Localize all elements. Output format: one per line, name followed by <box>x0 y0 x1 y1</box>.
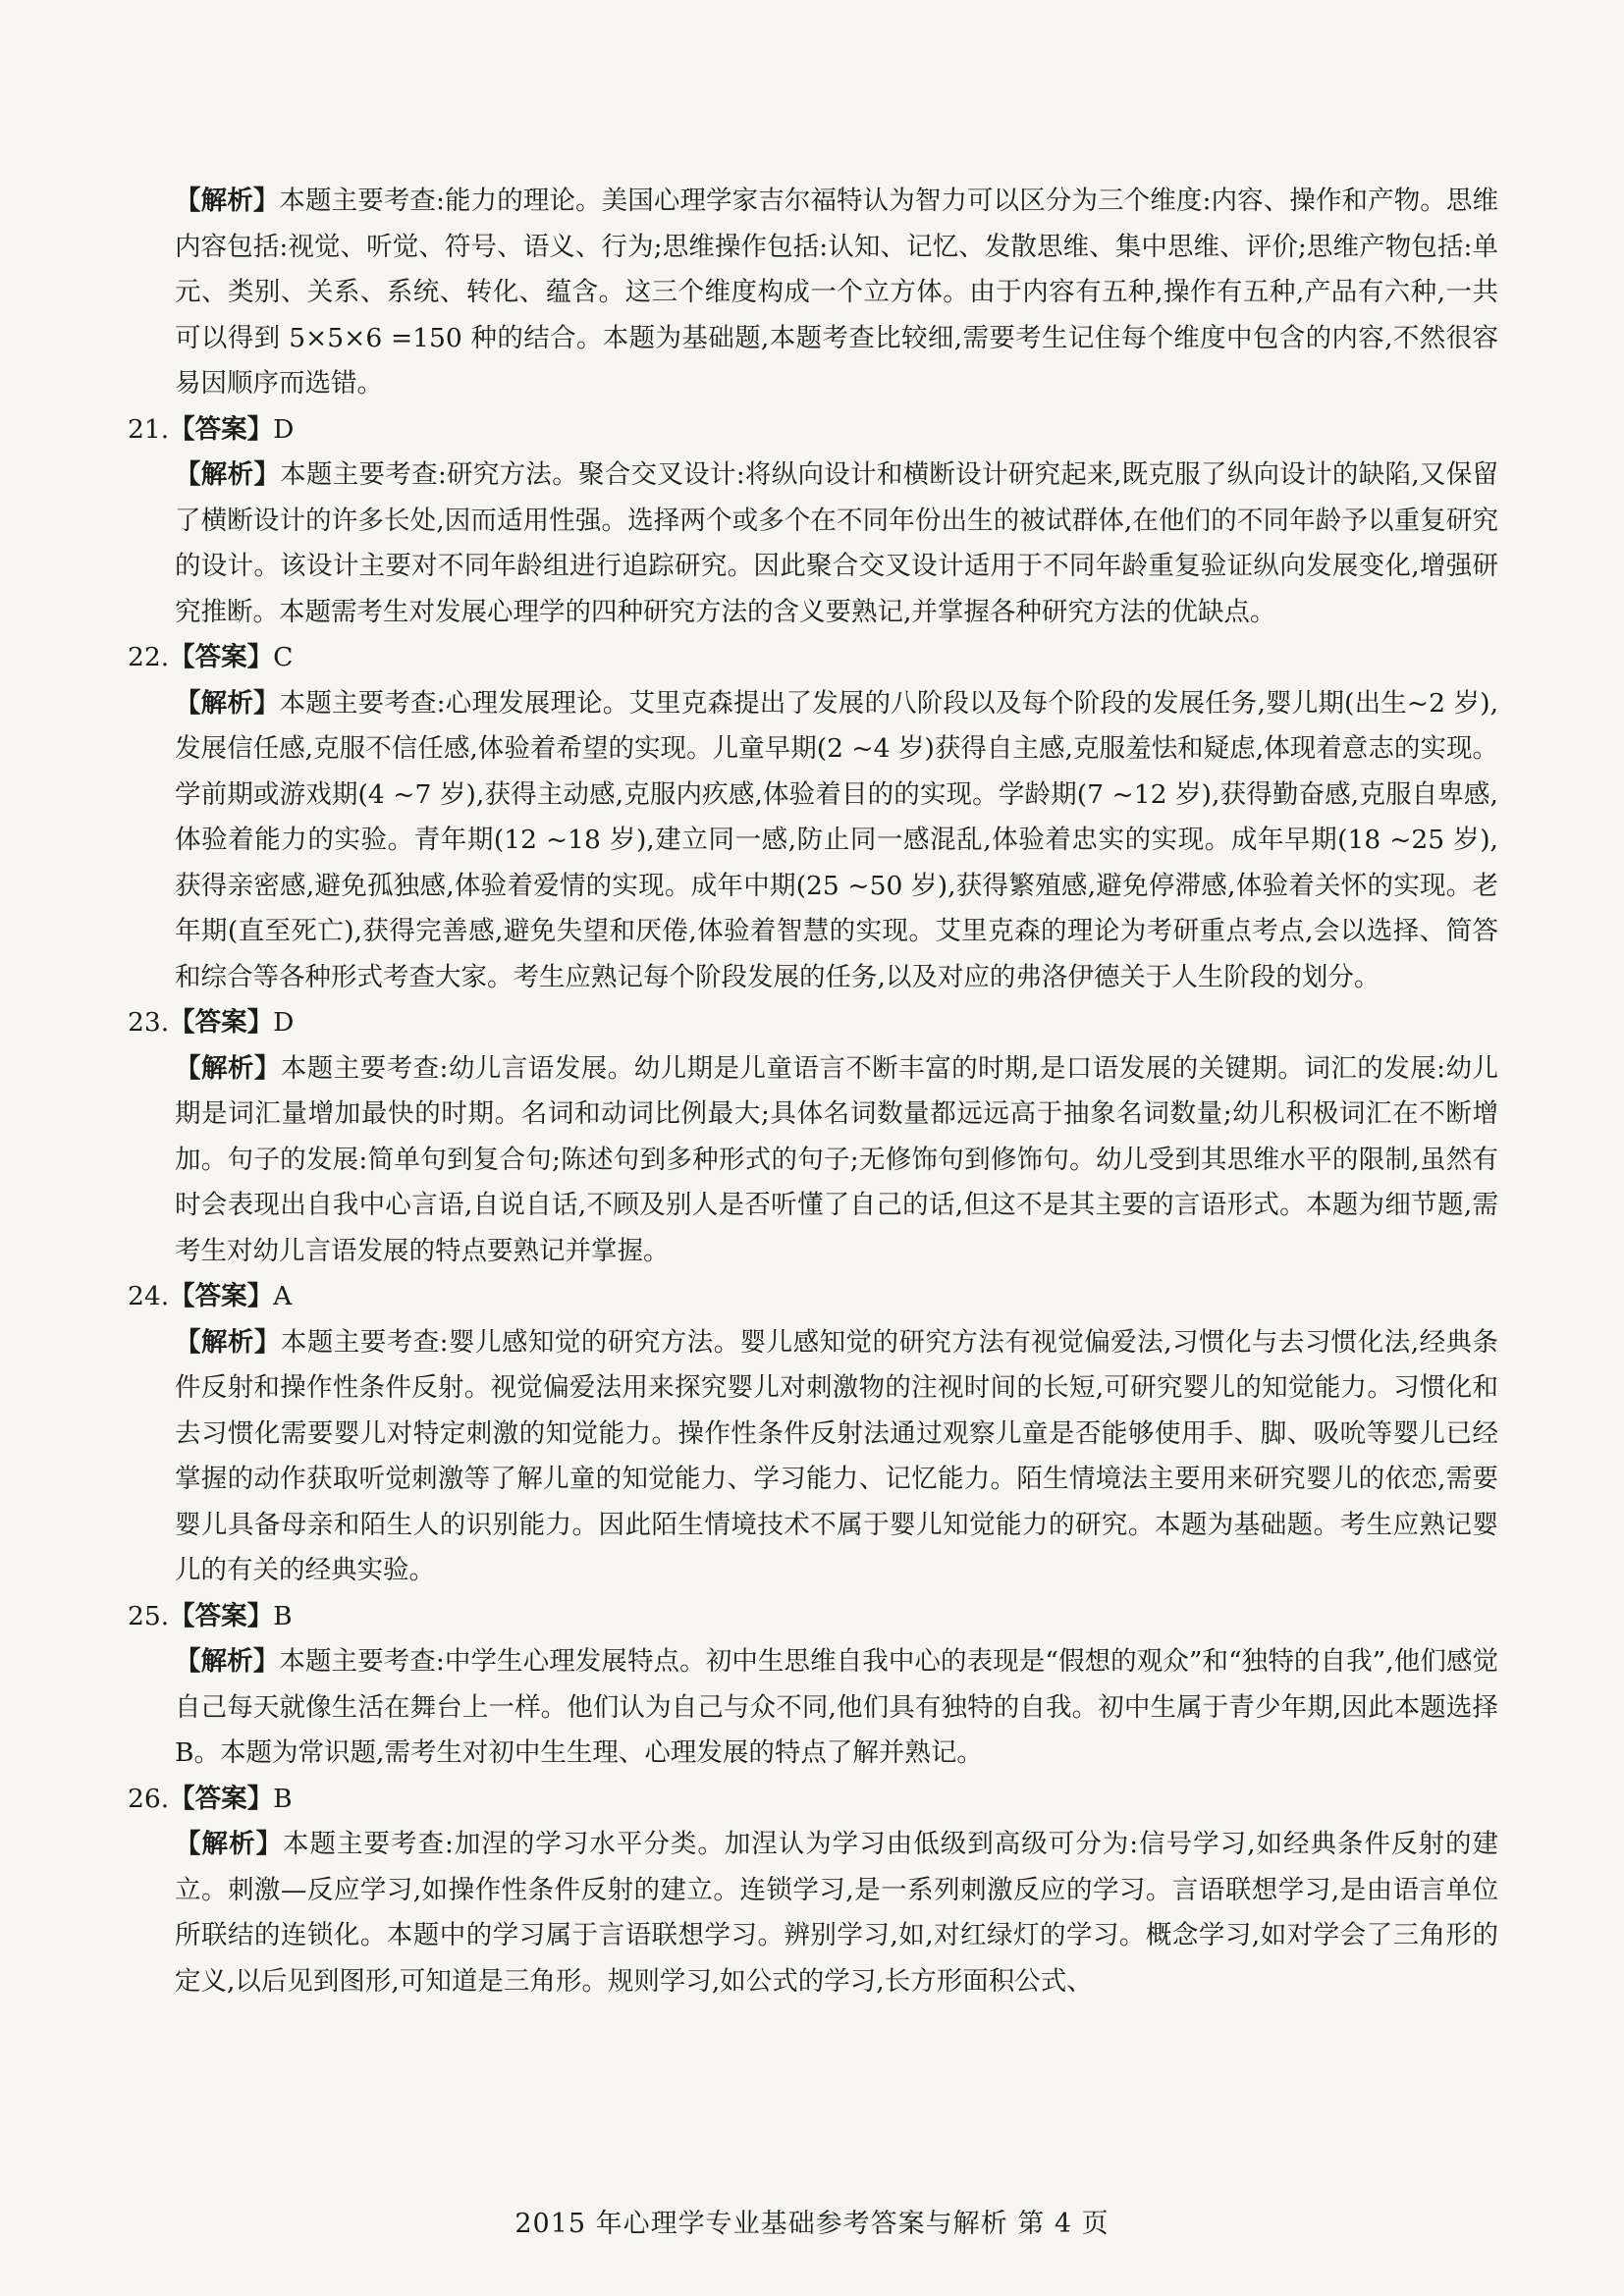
answer-value: C <box>273 642 294 672</box>
analysis-paragraph <box>175 453 1498 635</box>
analysis-text: 本题主要考查:加涅的学习水平分类。加涅认为学习由低级到高级可分为:信号学习,如经典条件反射的建立。刺激—反应学习,如操作性条件反射的建立。连锁学习,是一系列刺激反应的学习。言语联想学习,是由语言单位所联结的连锁化。本题中的学习属于言语联想学习。辨别学习,如,对红绿灯的学习。概念学习,如对学会了三角形的定义,以后见到图形,可知道是三角形。规则学习,如公式的学习,长方形面积公式、 <box>175 1829 1499 1997</box>
analysis-label: 【解析】 <box>175 186 280 216</box>
analysis-paragraph <box>175 681 1498 1001</box>
analysis-text: 本题主要考查:幼儿言语发展。幼儿期是儿童语言不断丰富的时期,是口语发展的关键期。词汇的发展:幼儿期是词汇量增加最快的时期。名词和动词比例最大;具体名词数量都远远高于抽象名词数量;幼儿积极词汇在不断增加。句子的发展:简单句到复合句;陈述句到多种形式的句子;无修饰句到修饰句。幼儿受到其思维水平的限制,虽然有时会表现出自我中心言语,自说自话,不顾及别人是否听懂了自己的话,但这不是其主要的言语形式。本题为细节题,需考生对幼儿言语发展的特点要熟记并掌握。 <box>175 1052 1499 1266</box>
answer-label: 【答案】 <box>169 1600 274 1631</box>
answer-value: B <box>273 1783 293 1814</box>
answer-value: B <box>273 1600 293 1631</box>
analysis-label: 【解析】 <box>175 1052 281 1084</box>
analysis-label: 【解析】 <box>175 1646 280 1677</box>
analysis-paragraph <box>175 1822 1498 2004</box>
analysis-text: 本题主要考查:心理发展理论。艾里克森提出了发展的八阶段以及每个阶段的发展任务,婴儿期(出生~2 岁),发展信任感,克服不信任感,体验着希望的实现。儿童早期(2 ~4 岁)获得自主感,克服羞怯和疑虑,体现着意志的实现。学前期或游戏期(4 ~7 岁),获得主动感,克服内疚感,体验着目的的实现。学龄期(7 ~12 岁),获得勤奋感,克服自卑感,体验着能力的实验。青年期(12 ~18 岁),建立同一感,防止同一感混乱,体验着忠实的实现。成年早期(18 ~25 岁),获得亲密感,避免孤独感,体验着爱情的实现。成年中期(25 ~50 岁),获得繁殖感,避免停滞感,体验着关怀的实现。老年期(直至死亡),获得完善感,避免失望和厌倦,体验着智慧的实现。艾里克森的理论为考研重点考点,会以选择、简答和综合等各种形式考查大家。考生应熟记每个阶段发展的任务,以及对应的弗洛伊德关于人生阶段的划分。 <box>175 687 1498 992</box>
answer-line <box>128 1000 1498 1046</box>
answer-value: D <box>273 413 295 445</box>
answer-line <box>128 635 1498 681</box>
question-number: 25. <box>128 1600 170 1631</box>
analysis-text: 本题主要考查:中学生心理发展特点。初中生思维自我中心的表现是“假想的观众”和“独特的自我”,他们感觉自己每天就像生活在舞台上一样。他们认为自己与众不同,他们具有独特的自我。初中生属于青少年期,因此本题选择 B。本题为常识题,需考生对初中生生理、心理发展的特点了解并熟记。 <box>175 1646 1498 1768</box>
answer-value: D <box>273 1007 295 1038</box>
answer-label: 【答案】 <box>169 642 274 672</box>
question-number: 26. <box>128 1783 170 1814</box>
analysis-paragraph <box>175 1046 1498 1275</box>
answer-label: 【答案】 <box>169 1783 274 1814</box>
answer-list <box>128 407 1499 2005</box>
answer-line <box>128 1777 1498 1823</box>
question-number: 22. <box>128 642 170 672</box>
analysis-label: 【解析】 <box>175 1829 283 1859</box>
answer-label: 【答案】 <box>169 413 274 445</box>
analysis-label: 【解析】 <box>175 1326 281 1358</box>
answer-label: 【答案】 <box>169 1281 274 1311</box>
question-number: 23. <box>128 1007 170 1038</box>
question-number: 21. <box>128 413 170 445</box>
answer-value: A <box>273 1281 293 1311</box>
answer-line <box>128 407 1498 454</box>
analysis-text: 本题主要考查:能力的理论。美国心理学家吉尔福特认为智力可以区分为三个维度:内容、操作和产物。思维内容包括:视觉、听觉、符号、语义、行为;思维操作包括:认知、记忆、发散思维、集中思维、评价;思维产物包括:单元、类别、关系、系统、转化、蕴含。这三个维度构成一个立方体。由于内容有五种,操作有五种,产品有六种,一共可以得到 5×5×6 =150 种的结合。本题为基础题,本题考查比较细,需要考生记住每个维度中包含的内容,不然很容易因顺序而选错。 <box>175 186 1498 399</box>
question-number: 24. <box>128 1281 170 1311</box>
analysis-text: 本题主要考查:研究方法。聚合交叉设计:将纵向设计和横断设计研究起来,既克服了纵向设计的缺陷,又保留了横断设计的许多长处,因而适用性强。选择两个或多个在不同年份出生的被试群体,在他们的不同年龄予以重复研究的设计。该设计主要对不同年龄组进行追踪研究。因此聚合交叉设计适用于不同年龄重复验证纵向发展变化,增强研究推断。本题需考生对发展心理学的四种研究方法的含义要熟记,并掌握各种研究方法的优缺点。 <box>175 459 1499 627</box>
intro-analysis <box>175 179 1498 407</box>
answer-line <box>128 1594 1498 1640</box>
page-content <box>128 179 1499 2004</box>
analysis-paragraph <box>175 1639 1498 1777</box>
answer-label: 【答案】 <box>169 1007 274 1038</box>
analysis-paragraph <box>175 1320 1498 1594</box>
answer-line <box>128 1274 1498 1320</box>
page-footer: 2015 年心理学专业基础参考答案与解析 第 4 页 <box>514 2209 1110 2239</box>
analysis-label: 【解析】 <box>175 459 281 490</box>
analysis-text: 本题主要考查:婴儿感知觉的研究方法。婴儿感知觉的研究方法有视觉偏爱法,习惯化与去习惯化法,经典条件反射和操作性条件反射。视觉偏爱法用来探究婴儿对刺激物的注视时间的长短,可研究婴儿的知觉能力。习惯化和去习惯化需要婴儿对特定刺激的知觉能力。操作性条件反射法通过观察儿童是否能够使用手、脚、吸吮等婴儿已经掌握的动作获取听觉刺激等了解儿童的知觉能力、学习能力、记忆能力。陌生情境法主要用来研究婴儿的依恋,需要婴儿具备母亲和陌生人的识别能力。因此陌生情境技术不属于婴儿知觉能力的研究。本题为基础题。考生应熟记婴儿的有关的经典实验。 <box>175 1326 1499 1585</box>
analysis-label: 【解析】 <box>175 687 280 719</box>
